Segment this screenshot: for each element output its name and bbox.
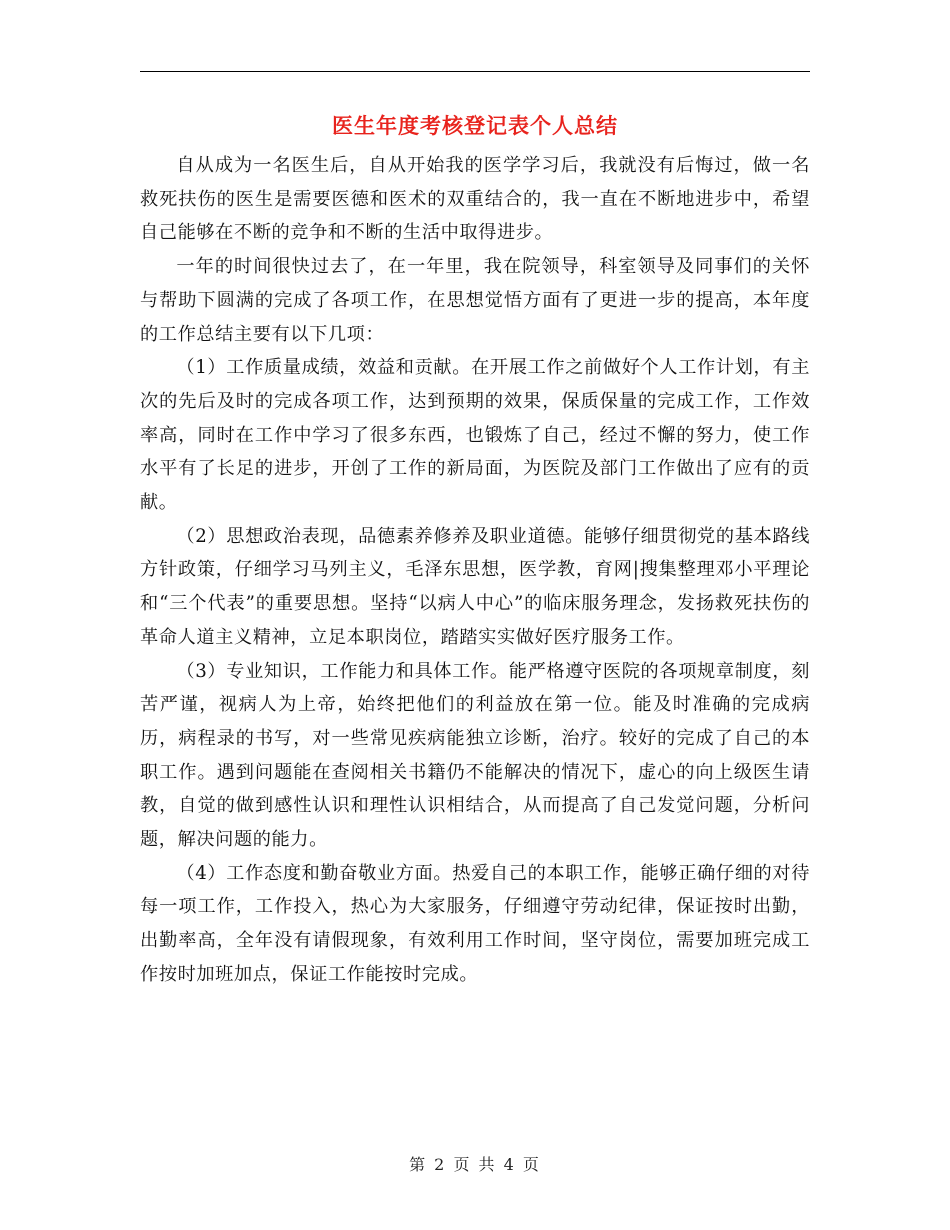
header-rule — [140, 71, 810, 72]
paragraph-overview: 一年的时间很快过去了，在一年里，我在院领导，科室领导及同事们的关怀与帮助下圆满的完成了各项工作，在思想觉悟方面有了更进一步的提高，本年度的工作总结主要有以下几项： — [140, 256, 810, 345]
paragraph-item-1: （1）工作质量成绩，效益和贡献。在开展工作之前做好个人工作计划，有主次的先后及时的完成各项工作，达到预期的效果，保质保量的完成工作，工作效率高，同时在工作中学习了很多东西，也锻炼了自己，经过不懈的努力，使工作水平有了长足的进步，开创了工作的新局面，为医院及部门工作做出了应有的贡献。 — [140, 357, 810, 514]
paragraph-intro: 自从成为一名医生后，自从开始我的医学学习后，我就没有后悔过，做一名救死扶伤的医生是需要医德和医术的双重结合的，我一直在不断地进步中，希望自己能够在不断的竞争和不断的生活中取得进步。 — [140, 155, 810, 244]
document-body — [140, 149, 810, 992]
paragraph-item-3: （3）专业知识，工作能力和具体工作。能严格遵守医院的各项规章制度，刻苦严谨，视病人为上帝，始终把他们的利益放在第一位。能及时准确的完成病历，病程录的书写，对一些常见疾病能独立诊断，治疗。较好的完成了自己的本职工作。遇到问题能在查阅相关书籍仍不能解决的情况下，虚心的向上级医生请教，自觉的做到感性认识和理性认识相结合，从而提高了自己发觉问题，分析问题，解决问题的能力。 — [140, 660, 810, 851]
page-number-footer: 第 2 页 共 4 页 — [409, 1155, 541, 1174]
paragraph-item-2: （2）思想政治表现，品德素养修养及职业道德。能够仔细贯彻党的基本路线方针政策，仔细学习马列主义，毛泽东思想，医学教，育网|搜集整理邓小平理论和“三个代表”的重要思想。坚持“以病人中心”的临床服务理念，发扬救死扶伤的革命人道主义精神，立足本职岗位，踏踏实实做好医疗服务工作。 — [140, 525, 810, 648]
paragraph-item-4: （4）工作态度和勤奋敬业方面。热爱自己的本职工作，能够正确仔细的对待每一项工作，工作投入，热心为大家服务，仔细遵守劳动纪律，保证按时出勤，出勤率高，全年没有请假现象，有效利用工作时间，坚守岗位，需要加班完成工作按时加班加点，保证工作能按时完成。 — [140, 862, 810, 985]
document-title: 医生年度考核登记表个人总结 — [332, 114, 618, 138]
